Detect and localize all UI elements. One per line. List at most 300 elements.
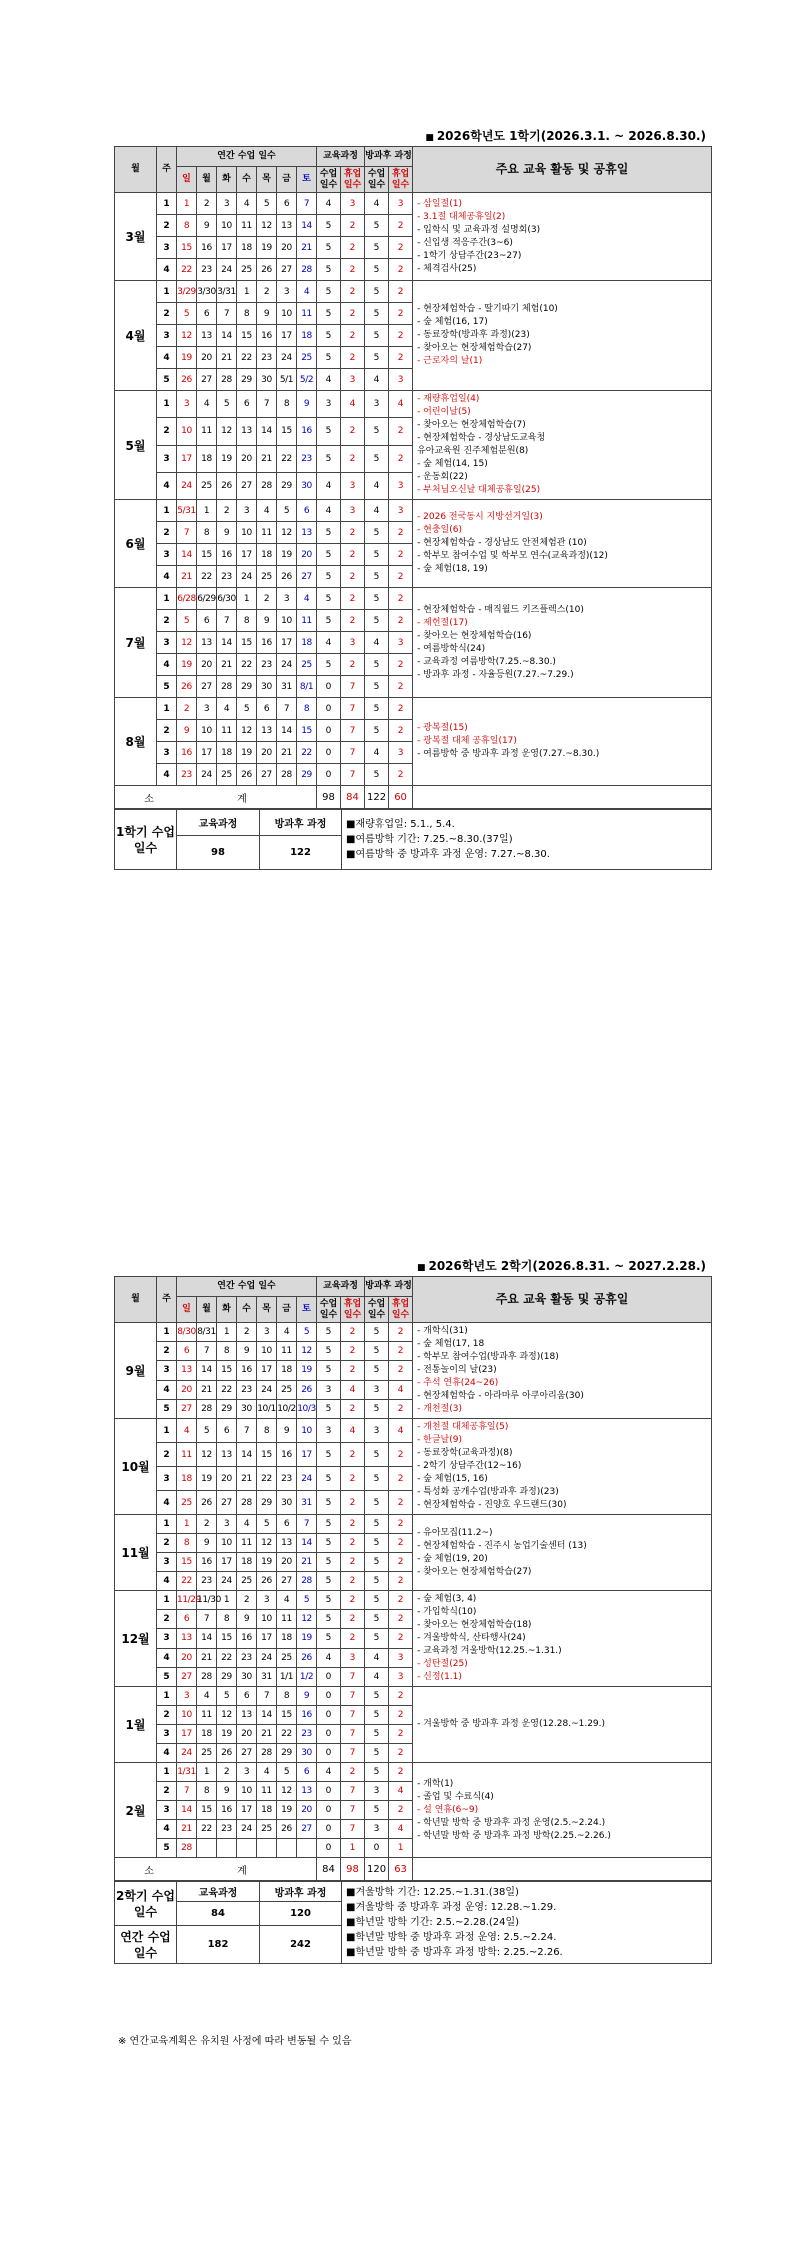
day-cell: 24 <box>177 1744 197 1763</box>
semester1-notes <box>342 810 712 870</box>
week-number: 3 <box>157 445 177 472</box>
event-item: - 성탄절(25) <box>417 1659 468 1669</box>
event-item: - 겨울방학식, 산타행사(24) <box>417 1633 526 1643</box>
day-cell: 4 <box>297 588 317 610</box>
event-item: - 숲 체험(15, 16) <box>417 1474 488 1484</box>
events-cell <box>413 1687 712 1763</box>
day-cell: 31 <box>277 676 297 698</box>
day-cell: 9 <box>277 1419 297 1443</box>
after-holidays: 2 <box>389 588 413 610</box>
day-cell: 10 <box>217 215 237 237</box>
event-item: - 어린이날(5) <box>417 407 471 417</box>
day-cell: 18 <box>197 1725 217 1744</box>
after-holidays: 2 <box>389 347 413 369</box>
day-cell: 27 <box>297 1820 317 1839</box>
edu-class-days: 5 <box>317 522 341 544</box>
edu-holidays: 2 <box>341 1572 365 1591</box>
event-item: - 동료장학(방과후 과정)(23) <box>417 330 530 340</box>
day-cell: 20 <box>177 1648 197 1667</box>
after-class-days: 3 <box>365 1782 389 1801</box>
day-cell: 5 <box>297 1591 317 1610</box>
day-cell: 14 <box>217 632 237 654</box>
day-cell: 25 <box>237 259 257 281</box>
day-cell: 22 <box>297 742 317 764</box>
day-cell: 19 <box>237 742 257 764</box>
day-cell: 15 <box>297 720 317 742</box>
edu-class-days-header: 수업일수 <box>317 167 341 193</box>
day-cell <box>257 1839 277 1858</box>
after-class-days-header: 수업일수 <box>365 1297 389 1323</box>
day-cell: 24 <box>217 1572 237 1591</box>
semester2-note: ■겨울방학 중 방과후 과정 운영: 12.28.~1.29. <box>346 1902 557 1913</box>
after-class-days: 4 <box>365 472 389 499</box>
day-cell: 24 <box>257 1648 277 1667</box>
semester1-after-value: 122 <box>260 836 342 870</box>
day-cell: 14 <box>177 1801 197 1820</box>
day-cell: 6 <box>257 698 277 720</box>
day-cell: 28 <box>297 259 317 281</box>
day-cell: 4 <box>237 1515 257 1534</box>
day-cell: 7 <box>257 1687 277 1706</box>
day-cell: 26 <box>297 1380 317 1399</box>
month-label: 12월 <box>115 1591 157 1687</box>
day-cell: 21 <box>277 742 297 764</box>
day-cell: 28 <box>257 1744 277 1763</box>
day-cell: 18 <box>257 1801 277 1820</box>
day-cell: 31 <box>297 1491 317 1515</box>
after-holidays: 2 <box>389 237 413 259</box>
subtotal-events-empty <box>413 1858 712 1881</box>
day-cell: 12 <box>177 632 197 654</box>
event-item: - 개학식(31) <box>417 1326 468 1336</box>
day-cell: 30 <box>237 1667 257 1686</box>
after-holidays: 2 <box>389 259 413 281</box>
day-cell: 1 <box>177 1515 197 1534</box>
edu-class-days: 0 <box>317 1706 341 1725</box>
week-number: 4 <box>157 566 177 588</box>
day-cell: 3 <box>177 1687 197 1706</box>
day-cell: 17 <box>217 237 237 259</box>
day-cell <box>217 1839 237 1858</box>
day-cell: 4 <box>197 1687 217 1706</box>
after-holidays: 2 <box>389 566 413 588</box>
day-cell: 27 <box>197 676 217 698</box>
event-item: - 개학(1) <box>417 1778 454 1789</box>
event-item: - 신정(1.1) <box>417 1672 462 1682</box>
after-class-days: 5 <box>365 1491 389 1515</box>
edu-holidays: 2 <box>341 654 365 676</box>
edu-class-days: 4 <box>317 369 341 391</box>
day-cell: 17 <box>237 1801 257 1820</box>
day-cell: 14 <box>297 1534 317 1553</box>
event-item: - 찾아오는 현장체험학습(27) <box>417 343 532 353</box>
week-row <box>115 698 712 720</box>
semester2-edu-value: 84 <box>177 1902 260 1926</box>
day-cell: 10 <box>297 1419 317 1443</box>
after-class-days: 5 <box>365 1323 389 1342</box>
event-item: - 개천절(3) <box>417 1404 463 1414</box>
day-cell: 1 <box>177 193 197 215</box>
edu-class-days: 4 <box>317 472 341 499</box>
day-cell: 11 <box>237 1534 257 1553</box>
day-cell: 13 <box>197 325 217 347</box>
edu-holidays: 4 <box>341 1419 365 1443</box>
event-item: - 현장체험학습 - 매직월드 키즈플렉스(10) <box>417 604 584 615</box>
day-cell: 12 <box>257 215 277 237</box>
edu-holidays: 2 <box>341 544 365 566</box>
event-item: - 현장체험학습 - 진양호 우드랜드(30) <box>417 1500 567 1510</box>
event-item: - 특성화 공개수업(방과후 과정)(23) <box>417 1487 559 1497</box>
day-cell: 30 <box>297 472 317 499</box>
day-cell: 7 <box>237 1419 257 1443</box>
after-class-days: 5 <box>365 544 389 566</box>
edu-holidays: 2 <box>341 588 365 610</box>
semester1-calendar-table <box>114 146 712 809</box>
day-cell: 1/2 <box>297 1667 317 1686</box>
event-item: - 가입학식(10) <box>417 1607 477 1617</box>
edu-holidays-header: 휴업일수 <box>341 1297 365 1323</box>
day-cell: 13 <box>237 1706 257 1725</box>
edu-holidays: 2 <box>341 347 365 369</box>
after-holidays: 2 <box>389 281 413 303</box>
day-cell <box>277 1839 297 1858</box>
day-cell: 5 <box>237 698 257 720</box>
day-cell: 15 <box>217 1629 237 1648</box>
day-cell: 10 <box>177 418 197 445</box>
event-item: - 추석 연휴(24~26) <box>417 1378 499 1388</box>
day-cell: 18 <box>237 1553 257 1572</box>
after-class-days: 5 <box>365 764 389 786</box>
event-item: - 학부모 참여수업 및 학부모 연수(교육과정)(12) <box>417 551 608 561</box>
week-number: 2 <box>157 522 177 544</box>
day-cell: 19 <box>177 347 197 369</box>
day-cell: 2 <box>217 500 237 522</box>
after-holidays: 2 <box>389 1744 413 1763</box>
edu-holidays: 2 <box>341 522 365 544</box>
week-row <box>115 1419 712 1443</box>
event-item: - 찾아오는 현장체험학습(18) <box>417 1620 532 1630</box>
after-holidays: 2 <box>389 676 413 698</box>
after-class-days: 5 <box>365 1572 389 1591</box>
week-number: 3 <box>157 1801 177 1820</box>
after-class-days: 4 <box>365 632 389 654</box>
day-cell: 7 <box>177 522 197 544</box>
after-class-days: 5 <box>365 1534 389 1553</box>
after-class-days: 5 <box>365 1399 389 1418</box>
day-header-fri: 금 <box>277 1297 297 1323</box>
week-number: 1 <box>157 1419 177 1443</box>
edu-class-days: 0 <box>317 720 341 742</box>
day-cell: 21 <box>257 1725 277 1744</box>
day-cell: 8 <box>217 1342 237 1361</box>
day-cell: 8 <box>237 303 257 325</box>
week-number: 4 <box>157 472 177 499</box>
day-cell: 10 <box>257 1610 277 1629</box>
event-item: - 입학식 및 교육과정 설명회(3) <box>417 224 541 235</box>
edu-holidays: 7 <box>341 720 365 742</box>
event-item: - 찾아오는 현장체험학습(27) <box>417 1566 532 1577</box>
week-number: 1 <box>157 698 177 720</box>
after-class-days: 5 <box>365 325 389 347</box>
day-cell: 4 <box>297 281 317 303</box>
semester1-edu-label: 교육과정 <box>177 810 260 836</box>
day-cell: 14 <box>277 720 297 742</box>
day-cell: 1 <box>217 1591 237 1610</box>
day-cell: 28 <box>177 1839 197 1858</box>
day-cell: 11 <box>217 720 237 742</box>
event-item: - 제헌절(17) <box>417 617 468 628</box>
edu-class-days: 5 <box>317 1323 341 1342</box>
after-class-days: 5 <box>365 676 389 698</box>
day-cell: 10 <box>237 522 257 544</box>
week-number: 3 <box>157 1725 177 1744</box>
after-holidays: 2 <box>389 445 413 472</box>
after-class-days: 3 <box>365 1380 389 1399</box>
edu-class-days: 5 <box>317 215 341 237</box>
after-class-days: 5 <box>365 1342 389 1361</box>
edu-holidays: 2 <box>341 1467 365 1491</box>
day-cell: 6/29 <box>197 588 217 610</box>
day-cell: 1/1 <box>277 1667 297 1686</box>
edu-class-days: 0 <box>317 764 341 786</box>
edu-holidays: 2 <box>341 259 365 281</box>
day-cell: 6/28 <box>177 588 197 610</box>
edu-class-days: 4 <box>317 1763 341 1782</box>
day-cell: 22 <box>197 1820 217 1839</box>
after-class-days: 5 <box>365 1744 389 1763</box>
day-cell: 12 <box>217 1706 237 1725</box>
day-cell: 20 <box>217 1467 237 1491</box>
week-number: 2 <box>157 215 177 237</box>
day-cell: 29 <box>237 676 257 698</box>
day-cell: 9 <box>197 215 217 237</box>
day-cell: 22 <box>217 1648 237 1667</box>
edu-holidays: 7 <box>341 1687 365 1706</box>
day-cell: 10 <box>277 303 297 325</box>
day-cell: 27 <box>297 566 317 588</box>
day-cell: 11/30 <box>197 1591 217 1610</box>
day-cell: 13 <box>177 1361 197 1380</box>
week-row <box>115 193 712 215</box>
events-cell <box>413 698 712 786</box>
day-cell: 27 <box>177 1399 197 1418</box>
after-group-header: 방과후 과정 <box>365 1277 413 1297</box>
day-cell: 19 <box>217 1725 237 1744</box>
day-cell: 2 <box>197 1515 217 1534</box>
events-cell <box>413 1323 712 1419</box>
semester2-calendar-table <box>114 1276 712 1881</box>
day-cell: 18 <box>237 237 257 259</box>
subtotal-value: 60 <box>389 786 413 809</box>
day-cell: 21 <box>217 347 237 369</box>
after-holidays: 2 <box>389 1399 413 1418</box>
day-cell: 6 <box>217 1419 237 1443</box>
day-cell: 27 <box>237 472 257 499</box>
after-holidays: 3 <box>389 472 413 499</box>
edu-holidays: 3 <box>341 472 365 499</box>
day-cell: 19 <box>257 237 277 259</box>
week-number: 5 <box>157 1839 177 1858</box>
day-cell: 26 <box>237 764 257 786</box>
day-cell: 15 <box>237 632 257 654</box>
day-cell <box>237 1839 257 1858</box>
day-header-sat: 토 <box>297 167 317 193</box>
events-header: 주요 교육 활동 및 공휴일 <box>413 147 712 193</box>
semester2-note: ■학년말 방학 기간: 2.5.~2.28.(24일) <box>346 1917 520 1928</box>
event-item: 유아교육원 진주체험분원(8) <box>417 446 529 456</box>
day-cell: 17 <box>257 1361 277 1380</box>
edu-class-days: 5 <box>317 445 341 472</box>
edu-holidays: 3 <box>341 500 365 522</box>
edu-holidays: 2 <box>341 1323 365 1342</box>
after-class-days: 5 <box>365 281 389 303</box>
event-item: - 운동회(22) <box>417 472 468 482</box>
after-class-days: 5 <box>365 215 389 237</box>
day-cell: 10 <box>277 610 297 632</box>
month-label: 10월 <box>115 1419 157 1515</box>
day-cell: 7 <box>297 193 317 215</box>
after-holidays: 2 <box>389 610 413 632</box>
after-holidays: 1 <box>389 1839 413 1858</box>
day-cell: 22 <box>177 1572 197 1591</box>
day-cell: 20 <box>297 544 317 566</box>
month-label: 8월 <box>115 698 157 786</box>
subtotal-value: 63 <box>389 1858 413 1881</box>
after-holidays: 2 <box>389 1706 413 1725</box>
event-item: - 근로자의 날(1) <box>417 356 483 366</box>
day-cell: 18 <box>257 544 277 566</box>
after-class-days: 5 <box>365 1763 389 1782</box>
day-cell: 3 <box>197 698 217 720</box>
week-number: 3 <box>157 1361 177 1380</box>
after-class-days: 5 <box>365 1443 389 1467</box>
day-cell: 3 <box>237 500 257 522</box>
edu-class-days: 5 <box>317 1399 341 1418</box>
after-group-header: 방과후 과정 <box>365 147 413 167</box>
day-cell: 10 <box>197 720 217 742</box>
after-holidays: 3 <box>389 1648 413 1667</box>
event-item: - 현장체험학습 - 딸기따기 체험(10) <box>417 304 558 314</box>
day-header-thu: 목 <box>257 167 277 193</box>
week-number: 3 <box>157 544 177 566</box>
week-number: 2 <box>157 1534 177 1553</box>
week-header: 주 <box>157 1277 177 1323</box>
day-cell: 26 <box>257 259 277 281</box>
day-cell: 8 <box>177 1534 197 1553</box>
week-number: 2 <box>157 1342 177 1361</box>
day-cell: 11 <box>197 1706 217 1725</box>
week-number: 2 <box>157 418 177 445</box>
day-cell: 13 <box>197 632 217 654</box>
edu-class-days: 4 <box>317 193 341 215</box>
day-cell: 6 <box>277 193 297 215</box>
edu-holidays: 2 <box>341 1553 365 1572</box>
edu-holidays: 2 <box>341 1491 365 1515</box>
day-cell: 4 <box>217 698 237 720</box>
day-cell: 4 <box>197 391 217 418</box>
edu-class-days: 5 <box>317 347 341 369</box>
after-class-days: 5 <box>365 303 389 325</box>
day-cell: 9 <box>197 1534 217 1553</box>
day-cell: 27 <box>237 1744 257 1763</box>
week-number: 4 <box>157 1744 177 1763</box>
day-cell: 11 <box>257 522 277 544</box>
day-cell: 8 <box>277 391 297 418</box>
day-cell: 28 <box>277 764 297 786</box>
day-cell: 3 <box>177 391 197 418</box>
day-cell: 18 <box>217 742 237 764</box>
day-cell: 9 <box>177 720 197 742</box>
week-header: 주 <box>157 147 177 193</box>
day-cell: 11/29 <box>177 1591 197 1610</box>
after-holidays: 2 <box>389 1361 413 1380</box>
day-cell: 13 <box>257 720 277 742</box>
event-item: - 교육과정 겨울방학(12.25.~1.31.) <box>417 1646 562 1656</box>
after-class-days: 5 <box>365 1467 389 1491</box>
month-label: 3월 <box>115 193 157 281</box>
day-cell: 12 <box>217 418 237 445</box>
month-label: 5월 <box>115 391 157 500</box>
day-cell: 15 <box>237 325 257 347</box>
day-cell: 4 <box>177 1419 197 1443</box>
week-number: 3 <box>157 325 177 347</box>
day-cell: 16 <box>197 237 217 259</box>
day-cell: 5 <box>277 1763 297 1782</box>
week-number: 5 <box>157 1399 177 1418</box>
event-item: - 숲 체험(3, 4) <box>417 1594 477 1604</box>
day-cell: 15 <box>217 1361 237 1380</box>
edu-holidays: 7 <box>341 1706 365 1725</box>
day-header-sun: 일 <box>177 1297 197 1323</box>
day-cell: 12 <box>237 720 257 742</box>
week-number: 4 <box>157 1572 177 1591</box>
day-cell: 3 <box>257 1591 277 1610</box>
after-holidays: 2 <box>389 1467 413 1491</box>
event-item: - 여름방학 중 방과후 과정 운영(7.27.~8.30.) <box>417 749 600 759</box>
edu-class-days: 0 <box>317 1820 341 1839</box>
after-class-days: 5 <box>365 445 389 472</box>
edu-class-days: 5 <box>317 1491 341 1515</box>
edu-holidays: 2 <box>341 325 365 347</box>
day-cell: 28 <box>237 1491 257 1515</box>
edu-class-days-header: 수업일수 <box>317 1297 341 1323</box>
after-holidays: 2 <box>389 1443 413 1467</box>
edu-class-days: 4 <box>317 1648 341 1667</box>
edu-holidays: 7 <box>341 1801 365 1820</box>
week-number: 1 <box>157 391 177 418</box>
annual-edu-value: 182 <box>177 1926 260 1964</box>
day-cell: 27 <box>217 1491 237 1515</box>
day-cell: 26 <box>297 1648 317 1667</box>
day-cell: 19 <box>197 1467 217 1491</box>
day-cell: 26 <box>257 1572 277 1591</box>
day-cell: 2 <box>237 1323 257 1342</box>
day-cell: 17 <box>197 742 217 764</box>
day-cell: 9 <box>237 1610 257 1629</box>
day-cell: 21 <box>197 1380 217 1399</box>
edu-holidays: 2 <box>341 1534 365 1553</box>
after-holidays: 2 <box>389 698 413 720</box>
events-cell <box>413 193 712 281</box>
event-item: - 부처님오신날 대체공휴일(25) <box>417 485 541 495</box>
day-cell: 14 <box>217 325 237 347</box>
day-cell: 19 <box>277 1801 297 1820</box>
day-cell: 16 <box>217 1801 237 1820</box>
day-cell: 14 <box>257 418 277 445</box>
month-label: 2월 <box>115 1763 157 1858</box>
event-item: - 현장체험학습 - 경상남도교육청 <box>417 433 546 443</box>
day-header-sat: 토 <box>297 1297 317 1323</box>
